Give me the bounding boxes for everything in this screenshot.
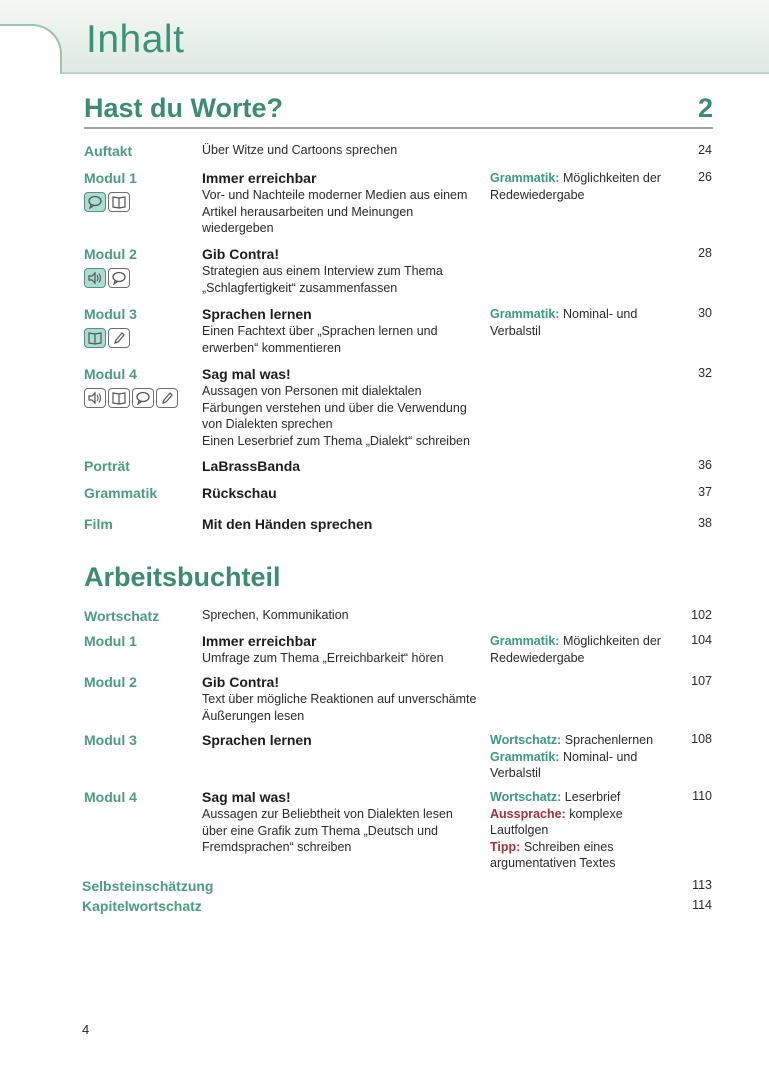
row-title: Immer erreichbar <box>202 633 317 649</box>
page-ref: 28 <box>698 246 712 260</box>
row-title: Sprachen lernen <box>202 732 312 748</box>
page-ref: 36 <box>698 458 712 472</box>
chapter-title: Hast du Worte? <box>84 93 284 123</box>
skill-icons <box>84 268 130 288</box>
skill-icons <box>84 192 130 212</box>
row-label: Modul 4 <box>84 366 137 382</box>
book-icon <box>84 328 106 348</box>
row-title: Immer erreichbar <box>202 170 317 186</box>
row-label: Auftakt <box>84 143 133 159</box>
chapter-divider <box>84 127 713 129</box>
row-side-note: Wortschatz: Leserbrief Aussprache: komplexe Lautfolgen Tipp: Schreiben eines argumentativen Textes <box>490 790 623 870</box>
book-icon <box>108 192 130 212</box>
row-description: Aussagen von Personen mit dialektalen Färbungen verstehen und über die Verwendung von Dialekten sprechen Einen Leserbrief zum Thema „Dialekt“ schreiben <box>202 384 470 448</box>
page-number: 4 <box>82 1022 90 1037</box>
row-label: Wortschatz <box>84 608 160 624</box>
row-label: Grammatik <box>84 485 158 501</box>
row-title: Sag mal was! <box>202 789 291 805</box>
page-ref: 102 <box>691 608 712 622</box>
row-description: Text über mögliche Reaktionen auf unverschämte Äußerungen lesen <box>202 692 477 723</box>
row-description: Umfrage zum Thema „Erreichbarkeit“ hören <box>202 651 444 665</box>
page-ref: 114 <box>692 898 712 912</box>
book-icon <box>108 388 130 408</box>
row-label: Modul 3 <box>84 732 137 748</box>
row-title: Rückschau <box>202 485 277 501</box>
page-ref: 110 <box>692 789 712 803</box>
pencil-icon <box>108 328 130 348</box>
page-ref: 104 <box>691 633 712 647</box>
pencil-icon <box>156 388 178 408</box>
speech-icon <box>108 268 130 288</box>
row-description: Aussagen zur Beliebtheit von Dialekten lesen über eine Grafik zum Thema „Deutsch und Fremdsprachen“ schreiben <box>202 807 453 854</box>
page-ref: 26 <box>698 170 712 184</box>
speech-icon <box>84 192 106 212</box>
row-label: Modul 3 <box>84 306 137 322</box>
page-ref: 24 <box>698 143 712 157</box>
row-title: Mit den Händen sprechen <box>202 516 373 532</box>
row-label: Modul 1 <box>84 170 137 186</box>
page-ref: 38 <box>698 516 712 530</box>
row-side-note: Wortschatz: Sprachenlernen Grammatik: Nominal- und Verbalstil <box>490 733 654 780</box>
row-label: Selbsteinschätzung <box>82 878 214 894</box>
row-side-note: Grammatik: Möglichkeiten der Redewiedergabe <box>490 171 661 202</box>
header-tab <box>0 24 62 74</box>
section-title-workbook: Arbeitsbuchteil <box>84 562 281 592</box>
row-label: Kapitelwortschatz <box>82 898 202 914</box>
row-description: Strategien aus einem Interview zum Thema „Schlagfertigkeit“ zusammenfassen <box>202 264 443 295</box>
page-ref: 108 <box>691 732 712 746</box>
page-ref: 30 <box>698 306 712 320</box>
row-text: Sprechen, Kommunikation <box>202 608 349 622</box>
audio-icon <box>84 268 106 288</box>
skill-icons <box>84 388 178 408</box>
row-title: Sprachen lernen <box>202 306 312 322</box>
audio-icon <box>84 388 106 408</box>
page-ref: 32 <box>698 366 712 380</box>
page-ref: 113 <box>692 878 712 892</box>
row-label: Porträt <box>84 458 130 474</box>
row-description: Einen Fachtext über „Sprachen lernen und erwerben“ kommentieren <box>202 324 438 355</box>
row-title: Gib Contra! <box>202 246 279 262</box>
row-label: Film <box>84 516 113 532</box>
row-text: Über Witze und Cartoons sprechen <box>202 143 398 157</box>
page-ref: 107 <box>691 674 712 688</box>
skill-icons <box>84 328 130 348</box>
chapter-number: 2 <box>697 93 713 123</box>
row-label: Modul 2 <box>84 246 137 262</box>
page-title: Inhalt <box>86 18 185 61</box>
row-title: LaBrassBanda <box>202 458 301 474</box>
page-ref: 37 <box>698 485 712 499</box>
row-title: Gib Contra! <box>202 674 279 690</box>
row-title: Sag mal was! <box>202 366 291 382</box>
row-description: Vor- und Nachteile moderner Medien aus einem Artikel herausarbeiten und Meinungen wiedergeben <box>202 188 468 235</box>
row-label: Modul 4 <box>84 789 137 805</box>
row-side-note: Grammatik: Nominal- und Verbalstil <box>490 307 638 338</box>
row-label: Modul 1 <box>84 633 137 649</box>
speech-icon <box>132 388 154 408</box>
row-side-note: Grammatik: Möglichkeiten der Redewiedergabe <box>490 634 661 665</box>
row-label: Modul 2 <box>84 674 137 690</box>
